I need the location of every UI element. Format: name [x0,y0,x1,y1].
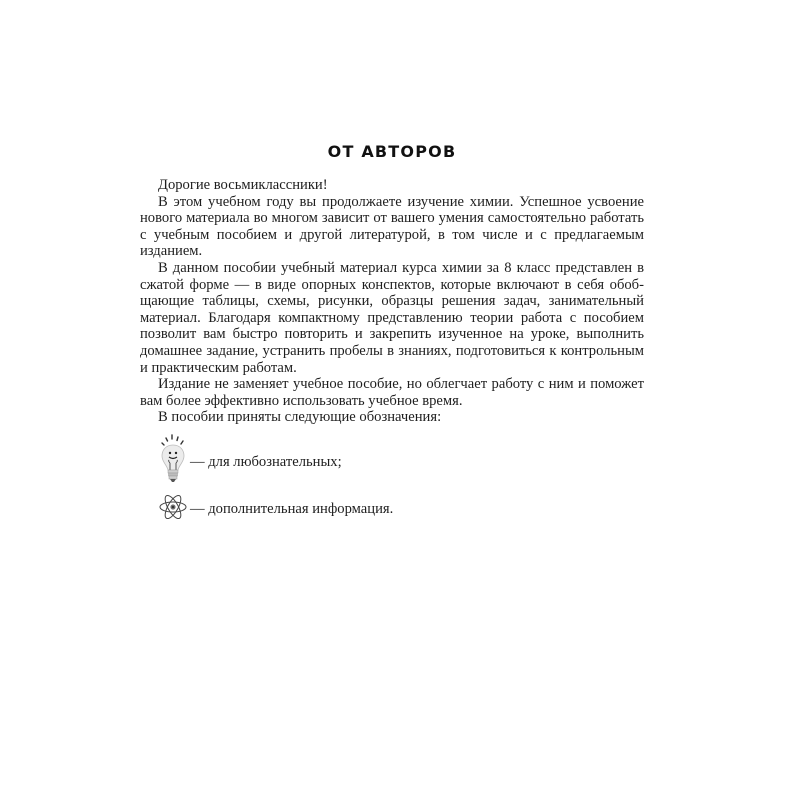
paragraph-greeting: Дорогие восьмиклассники! [158,177,328,193]
body-text [140,177,644,426]
legend-item-additional-info [158,492,644,528]
legend-item-curious [158,434,644,492]
atom-icon [158,494,188,525]
paragraph-content: В данном пособии учебный материал курса химии за 8 класс представлен в сжатой форме — в виде опорных конспектов, которые включают в себя обобщающие таблицы, схемы, рисунки, образцы решения задач, занимательный материал. Благодаря компактному представлению теории работа с пособием позволит вам быстро повторить и закрепить изученное на уроке, выполнить домашнее задание, устранить пробелы в знаниях, подготовиться к контрольным и практическим работам. [140,259,644,376]
legend-text-curious: — для любознательных; [190,454,342,471]
legend [140,434,644,528]
page-title: ОТ АВТОРОВ [327,142,457,161]
lightbulb-icon [158,432,188,493]
paragraph-intro: В этом учебном году вы продолжаете изучение химии. Успешное усвоение нового материала во многом зависит от вашего умения самостоятельно работать с учебным пособием и другой литературой, в том числе и с предлагаемым изданием. [140,193,644,260]
paragraph-purpose: Издание не заменяет учебное пособие, но облегчает работу с ним и поможет вам более эффективно использовать учебное время. [140,376,644,409]
paragraph-legend-intro: В пособии приняты следующие обозначения: [158,409,442,426]
legend-text-additional-info: — дополнительная информация. [190,501,394,518]
page [140,140,644,528]
